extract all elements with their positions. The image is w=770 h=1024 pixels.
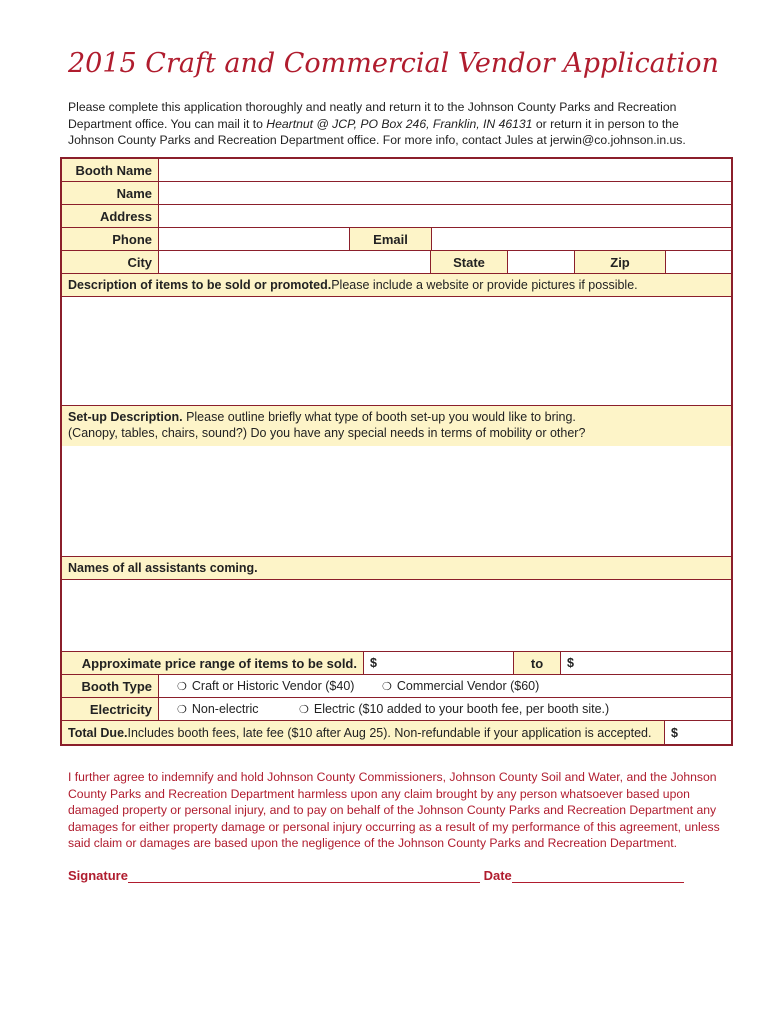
electricity-option-none[interactable] [177, 702, 299, 716]
setup-label [62, 406, 731, 446]
booth-type-options [159, 675, 731, 697]
city-field[interactable] [159, 251, 431, 273]
booth-type-option-label: Craft or Historic Vendor ($40) [191, 679, 355, 693]
total-bold: Total Due. [68, 725, 128, 740]
intro-text [68, 99, 728, 149]
application-form [60, 157, 733, 746]
signature-field[interactable] [128, 869, 480, 883]
mailing-address: Heartnut @ JCP, PO Box 246, Franklin, IN 46131 [266, 116, 533, 131]
assistants-label [62, 557, 731, 579]
setup-field[interactable] [62, 446, 731, 557]
email-field[interactable] [432, 228, 731, 250]
setup-line2: (Canopy, tables, chairs, sound?) Do you have any special needs in terms of mobility or other? [68, 426, 586, 440]
assistants-header [62, 557, 731, 580]
intro-part2: or return it in person to the Johnson County Parks and Recreation Department office. For more info, contact Jules at jerwin@co.johnson.in.us. [68, 116, 686, 147]
description-bold: Description of items to be sold or promoted. [68, 278, 332, 292]
booth-name-row [62, 159, 731, 182]
phone-email-row [62, 228, 731, 251]
date-field[interactable] [512, 869, 684, 883]
booth-type-option-label: Commercial Vendor ($60) [396, 679, 540, 693]
name-row [62, 182, 731, 205]
assistants-bold: Names of all assistants coming. [68, 561, 258, 575]
description-label [62, 274, 731, 296]
price-to-label: to [514, 652, 561, 674]
description-header [62, 274, 731, 297]
radio-circle-icon: ❍ [177, 703, 187, 716]
setup-header [62, 406, 731, 446]
price-max-field[interactable]: $ [561, 652, 731, 674]
total-label [62, 721, 665, 744]
address-row [62, 205, 731, 228]
booth-type-label: Booth Type [62, 675, 159, 697]
name-field[interactable] [159, 182, 731, 204]
intro-part1: Please complete this application thoroughly and neatly and return it to the Johnson County Parks and Recreation Department office. You can mail it to [68, 100, 677, 131]
zip-field[interactable] [666, 251, 731, 273]
electricity-option-label: Non-electric [191, 702, 259, 716]
booth-type-option-craft[interactable] [177, 679, 382, 693]
name-label: Name [62, 182, 159, 204]
state-label: State [431, 251, 508, 273]
booth-type-option-commercial[interactable] [382, 679, 539, 693]
radio-circle-icon: ❍ [177, 680, 187, 693]
total-row [62, 721, 731, 744]
electricity-label: Electricity [62, 698, 159, 720]
setup-text: Please outline briefly what type of booth set-up you would like to bring. [182, 410, 576, 424]
electricity-options [159, 698, 731, 720]
address-field[interactable] [159, 205, 731, 227]
electricity-row [62, 698, 731, 721]
city-state-zip-row [62, 251, 731, 274]
electricity-option-label: Electric ($10 added to your booth fee, per booth site.) [313, 702, 610, 716]
booth-type-row [62, 675, 731, 698]
phone-field[interactable] [159, 228, 350, 250]
price-row [62, 652, 731, 675]
booth-name-label: Booth Name [62, 159, 159, 181]
indemnity-text: I further agree to indemnify and hold Johnson County Commissioners, Johnson County Soil and Water, and the Johnson County Parks and Recreation Department harmless upon any claim brought by any person whatsoever based upon damaged property or personal injury, and to pay on behalf of the Johnson County Parks and Recreation Department any damages for either property damage or personal injury occurring as a result of my performance of this agreement, unless said claim or damages are based upon the negligence of the Johnson County Parks and Recreation Department. [68, 770, 720, 850]
email-label: Email [350, 228, 432, 250]
radio-circle-icon: ❍ [382, 680, 392, 693]
price-min-field[interactable]: $ [364, 652, 514, 674]
page-title: 2015 Craft and Commercial Vendor Application [68, 48, 719, 79]
address-label: Address [62, 205, 159, 227]
signature-line [68, 868, 684, 883]
total-text: Includes booth fees, late fee ($10 after Aug 25). Non-refundable if your application is accepted. [127, 725, 652, 740]
booth-name-field[interactable] [159, 159, 731, 181]
assistants-field[interactable] [62, 580, 731, 652]
description-field[interactable] [62, 297, 731, 406]
radio-circle-icon: ❍ [299, 703, 309, 716]
setup-bold: Set-up Description. [68, 410, 183, 424]
total-field[interactable]: $ [665, 721, 731, 744]
signature-label: Signature [68, 868, 128, 883]
zip-label: Zip [575, 251, 666, 273]
description-text: Please include a website or provide pictures if possible. [331, 278, 638, 292]
electricity-option-electric[interactable] [299, 702, 609, 716]
date-label: Date [483, 868, 512, 883]
phone-label: Phone [62, 228, 159, 250]
price-label: Approximate price range of items to be sold. [62, 652, 364, 674]
state-field[interactable] [508, 251, 575, 273]
city-label: City [62, 251, 159, 273]
